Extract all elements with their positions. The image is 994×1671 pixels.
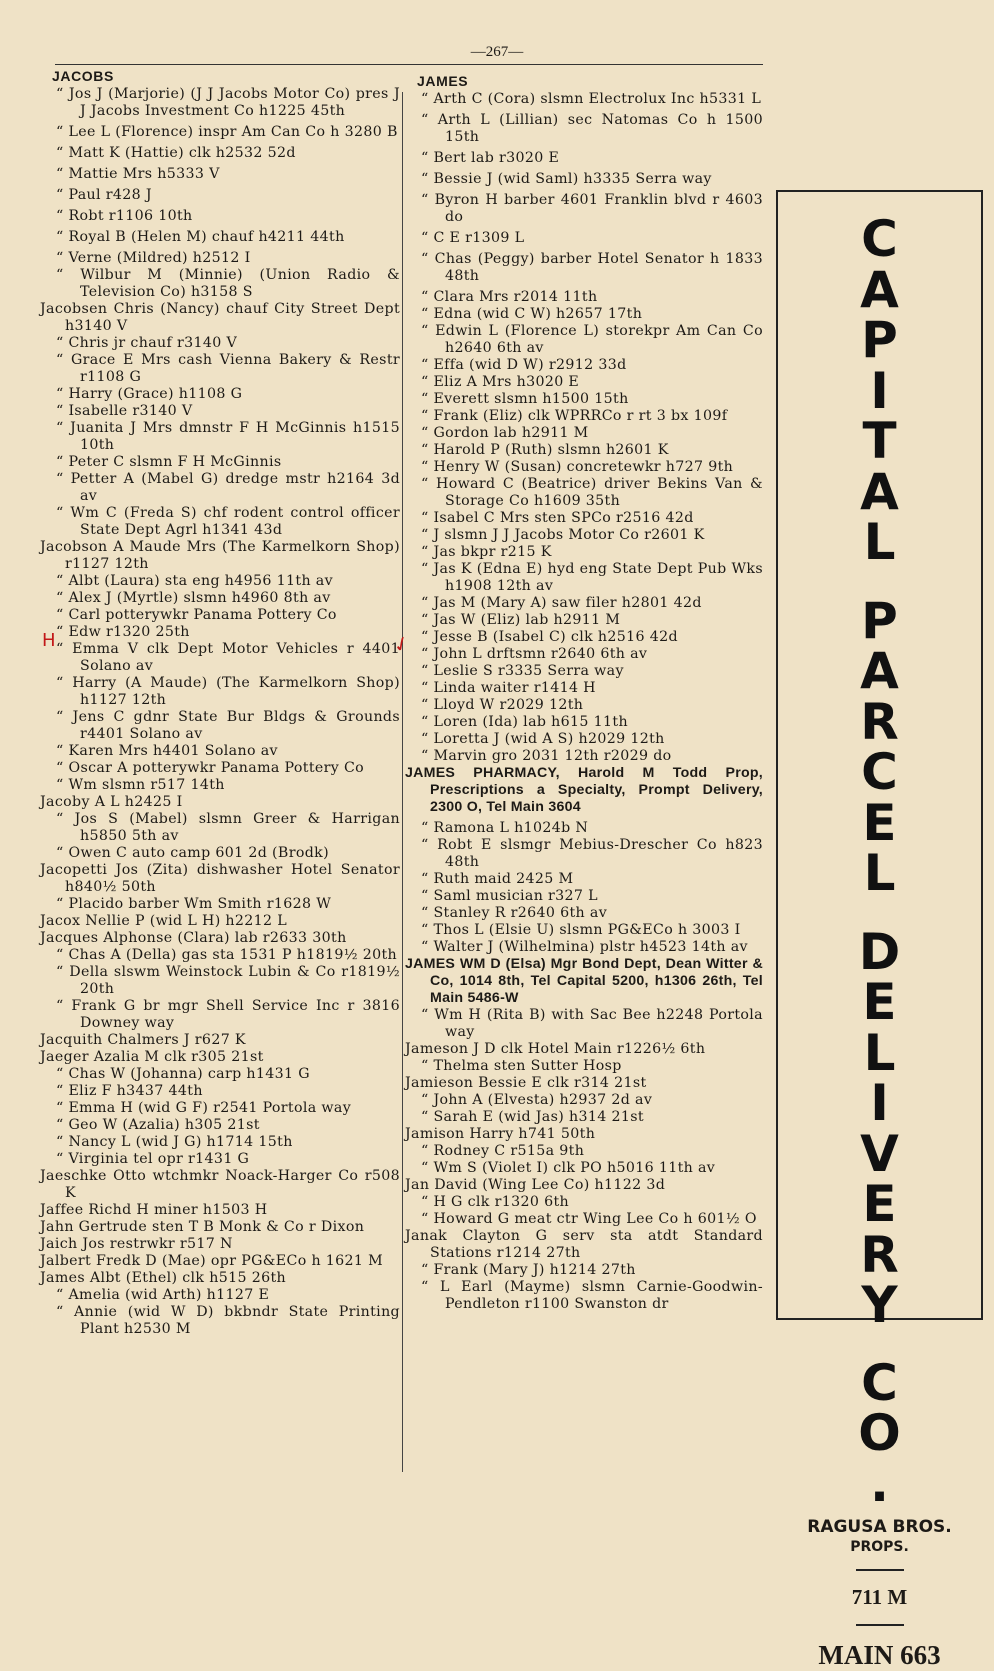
ad-letter: C [861,210,898,268]
ad-letter: P [861,311,898,369]
ad-word [778,922,981,1334]
directory-entry: “ Matt K (Hattie) clk h2532 52d [56,145,296,161]
directory-entry: “ Loretta J (wid A S) h2029 12th [421,731,665,747]
directory-entry: “ Emma V clk Dept Motor Vehicles r 4401 Solano av [56,641,400,674]
directory-entry: “ Annie (wid W D) bkbndr State Printing Plant h2530 M [56,1304,400,1337]
directory-entry: “ Gordon lab h2911 M [421,425,589,441]
directory-entry: “ Chas A (Della) gas sta 1531 P h1819½ 20th [56,947,398,963]
ad-letter: L [863,1023,896,1082]
directory-entry: “ Frank (Mary J) h1214 27th [421,1262,636,1278]
directory-entry: Jaich Jos restrwkr r517 N [40,1236,233,1252]
directory-entry: “ Chris jr chauf r3140 V [56,335,238,351]
ad-divider [856,1569,904,1571]
ad-letter: V [860,1124,899,1183]
ad-letter: L [863,844,896,902]
ad-word [778,210,981,571]
ad-letter: E [862,793,897,852]
ad-letter: C [861,1353,898,1412]
directory-entry: Jacopetti Jos (Zita) dishwasher Hotel Senator h840½ 50th [40,862,400,895]
handwritten-pen-mark: H [42,630,56,651]
directory-entry: Janak Clayton G serv sta atdt Standard Stations r1214 27th [405,1228,763,1261]
column-header: JACOBS [52,68,114,84]
ad-letter: P [861,591,898,650]
directory-entry: “ Peter C slsmn F H McGinnis [56,454,282,470]
directory-entry: “ Jas W (Eliz) lab h2911 M [421,612,621,628]
directory-entry: “ Frank (Eliz) clk WPRRCo r rt 3 bx 109f [421,408,728,424]
column-divider [402,92,403,1472]
directory-entry: Jacquith Chalmers J r627 K [40,1032,246,1048]
directory-entry: “ Harry (A Maude) (The Karmelkorn Shop) h1127 12th [56,675,400,708]
ad-letter: A [860,642,899,700]
directory-entry: “ Isabel C Mrs sten SPCo r2516 42d [421,510,694,526]
directory-entry: “ Amelia (wid Arth) h1127 E [56,1287,270,1303]
directory-entry: “ Owen C auto camp 601 2d (Brodk) [56,845,330,861]
directory-entry: “ Eliz A Mrs h3020 E [421,374,580,390]
directory-entry: “ Geo W (Azalia) h305 21st [56,1117,260,1133]
directory-entry: “ Arth C (Cora) slsmn Electrolux Inc h5331 L [421,91,762,107]
ad-phone-1: 711 M [851,1585,908,1609]
directory-entry: “ John L drftsmn r2640 6th av [421,646,648,662]
directory-entry: “ Chas W (Johanna) carp h1431 G [56,1066,310,1082]
right-column [405,73,763,1313]
directory-entry: Jaffee Richd H miner h1503 H [40,1202,268,1218]
directory-entry: “ Ruth maid 2425 M [421,871,574,887]
directory-entry: “ Edw r1320 25th [56,624,190,640]
ad-letter: E [862,1175,897,1233]
directory-entry: “ Walter J (Wilhelmina) plstr h4523 14th av [421,939,748,955]
directory-entry: “ Edna (wid C W) h2657 17th [421,306,643,322]
directory-entry: Jacques Alphonse (Clara) lab r2633 30th [40,930,347,946]
directory-entry: Jaeger Azalia M clk r305 21st [40,1049,264,1065]
directory-entry: “ L Earl (Mayme) slsmn Carnie-Goodwin-Pendleton r1100 Swanston dr [421,1279,763,1312]
directory-entry: “ Howard G meat ctr Wing Lee Co h 601½ O [421,1211,757,1227]
directory-entry: “ Jens C gdnr State Bur Bldgs & Grounds r4401 Solano av [56,709,400,742]
directory-entry: “ Placido barber Wm Smith r1628 W [56,896,332,912]
directory-entry: “ Byron H barber 4601 Franklin blvd r 4603 do [421,192,763,225]
directory-entry: “ Thelma sten Sutter Hosp [421,1058,622,1074]
directory-entry: “ Howard C (Beatrice) driver Bekins Van & Storage Co h1609 35th [421,476,763,509]
directory-entry: “ Rodney C r515a 9th [421,1143,585,1159]
directory-entry: “ Saml musician r327 L [421,888,598,904]
ad-phone-2: MAIN 663 [818,1640,941,1670]
directory-entry: “ Edwin L (Florence L) storekpr Am Can Co h2640 6th av [421,323,763,356]
left-column [40,68,400,1338]
directory-entry: “ Carl potterywkr Panama Pottery Co [56,607,337,623]
directory-entry: “ Loren (Ida) lab h615 11th [421,714,628,730]
directory-entry: “ Wm S (Violet I) clk PO h5016 11th av [421,1160,716,1176]
column-header: JAMES [417,73,469,89]
directory-entry: Jacobson A Maude Mrs (The Karmelkorn Shop) r1127 12th [40,539,400,572]
ad-letter: C [861,743,898,801]
ad-letter: I [870,361,889,420]
directory-entry: “ Clara Mrs r2014 11th [421,289,598,305]
directory-entry: “ Lloyd W r2029 12th [421,697,584,713]
directory-entry: “ Grace E Mrs cash Vienna Bakery & Restr r1108 G [56,352,400,385]
ad-word [778,591,981,902]
directory-entry: Jaeschke Otto wtchmkr Noack-Harger Co r508 K [40,1168,400,1201]
directory-entry: “ Wm H (Rita B) with Sac Bee h2248 Portola way [421,1007,763,1040]
directory-entry: “ Karen Mrs h4401 Solano av [56,743,278,759]
ad-letter: R [860,692,899,751]
directory-entry: “ Harry (Grace) h1108 G [56,386,243,402]
directory-entry: “ Albt (Laura) sta eng h4956 11th av [56,573,333,589]
ad-divider [856,1624,904,1626]
business-listing: JAMES WM D (Elsa) Mgr Bond Dept, Dean Witter & Co, 1014 8th, Tel Capital 5200, h1306 26th, Tel Main 5486-W [405,956,763,1006]
directory-entry: “ Lee L (Florence) inspr Am Can Co h 3280 B [56,124,398,140]
directory-entry: “ Arth L (Lillian) sec Natomas Co h 1500 15th [421,112,763,145]
ad-letter: . [870,1454,889,1513]
directory-entry: Jahn Gertrude sten T B Monk & Co r Dixon [40,1219,365,1235]
capital-parcel-delivery-ad [776,190,983,1670]
directory-entry: “ Thos L (Elsie U) slsmn PG&ECo h 3003 I [421,922,741,938]
directory-entry: “ Wilbur M (Minnie) (Union Radio & Television Co) h3158 S [56,267,400,300]
directory-entry: Jacoby A L h2425 I [40,794,183,810]
directory-entry: “ Henry W (Susan) concretewkr h727 9th [421,459,734,475]
directory-entry: Jameson J D clk Hotel Main r1226½ 6th [405,1041,706,1057]
directory-entry: Jamison Harry h741 50th [405,1126,596,1142]
directory-entry: Jamieson Bessie E clk r314 21st [405,1075,647,1091]
directory-entry: Jalbert Fredk D (Mae) opr PG&ECo h 1621 M [40,1253,384,1269]
directory-entry: “ Ramona L h1024b N [421,820,589,836]
ad-letter: T [862,412,897,470]
directory-entry: “ H G clk r1320 6th [421,1194,569,1210]
directory-entry: “ Jas bkpr r215 K [421,544,552,560]
page-number: —267— [470,44,524,60]
directory-entry: “ Jos S (Mabel) slsmn Greer & Harrigan h5850 5th av [56,811,400,844]
directory-entry: “ Jos J (Marjorie) (J J Jacobs Motor Co) pres J J Jacobs Investment Co h1225 45th [56,86,400,119]
directory-entry: “ Bessie J (wid Saml) h3335 Serra way [421,171,712,187]
ad-letter: I [870,1074,889,1132]
directory-entry: “ Stanley R r2640 6th av [421,905,608,921]
directory-entry: “ Eliz F h3437 44th [56,1083,203,1099]
ad-props-label: PROPS. [850,1539,909,1555]
directory-entry: “ Wm slsmn r517 14th [56,777,225,793]
directory-entry: “ Jas M (Mary A) saw filer h2801 42d [421,595,702,611]
ad-props-name: RAGUSA BROS. [807,1517,952,1537]
business-listing: JAMES PHARMACY, Harold M Todd Prop, Prescriptions a Specialty, Prompt Delivery, 2300 O, Tel Main 3604 [405,765,763,815]
directory-entry: Jacobsen Chris (Nancy) chauf City Street Dept h3140 V [40,301,400,334]
directory-entry: “ Isabelle r3140 V [56,403,193,419]
ad-letter: L [863,513,896,571]
handwritten-tick-mark: ✓ [388,629,415,659]
directory-entry: “ Jesse B (Isabel C) clk h2516 42d [421,629,678,645]
directory-entry: “ Bert lab r3020 E [421,150,560,166]
directory-entry: “ J slsmn J J Jacobs Motor Co r2601 K [421,527,705,543]
directory-entry: “ Oscar A potterywkr Panama Pottery Co [56,760,365,776]
ad-letter: Y [861,1276,898,1334]
directory-entry: “ Juanita J Mrs dmnstr F H McGinnis h1515 10th [56,420,400,453]
directory-entry: “ Marvin gro 2031 12th r2029 do [421,748,672,764]
directory-entry: “ Verne (Mildred) h2512 I [56,250,251,266]
directory-entry: “ Chas (Peggy) barber Hotel Senator h 1833 48th [421,251,763,284]
directory-entry: Jacox Nellie P (wid L H) h2212 L [40,913,288,929]
directory-entry: “ Frank G br mgr Shell Service Inc r 3816 Downey way [56,998,400,1031]
ad-letter: E [862,973,897,1031]
directory-entry: “ Harold P (Ruth) slsmn h2601 K [421,442,669,458]
directory-entry: “ Virginia tel opr r1431 G [56,1151,250,1167]
directory-entry: James Albt (Ethel) clk h515 26th [40,1270,286,1286]
directory-entry: “ Emma H (wid G F) r2541 Portola way [56,1100,352,1116]
directory-entry: “ Everett slsmn h1500 15th [421,391,629,407]
ad-letter: R [860,1225,899,1284]
directory-entry: “ Robt r1106 10th [56,208,193,224]
directory-entry: “ Effa (wid D W) r2912 33d [421,357,627,373]
directory-entry: “ Sarah E (wid Jas) h314 21st [421,1109,644,1125]
top-rule [55,64,763,65]
directory-entry: “ Robt E slsmgr Mebius-Drescher Co h823 48th [421,837,763,870]
ad-letter: D [858,922,901,981]
ad-vertical-title [778,210,981,1513]
directory-entry: “ John A (Elvesta) h2937 2d av [421,1092,653,1108]
directory-entry: “ Della slswm Weinstock Lubin & Co r1819½ 20th [56,964,400,997]
ad-word [778,1353,981,1513]
directory-entry: “ Mattie Mrs h5333 V [56,166,220,182]
directory-entry: “ C E r1309 L [421,230,525,246]
directory-entry: “ Paul r428 J [56,187,152,203]
directory-entry: “ Linda waiter r1414 H [421,680,596,696]
directory-entry: Jan David (Wing Lee Co) h1122 3d [405,1177,666,1193]
ad-letter: O [858,1404,901,1462]
directory-entry: “ Petter A (Mabel G) dredge mstr h2164 3d av [56,471,400,504]
directory-entry: “ Nancy L (wid J G) h1714 15th [56,1134,293,1150]
ad-letter: A [860,462,899,521]
directory-entry: “ Alex J (Myrtle) slsmn h4960 8th av [56,590,331,606]
directory-entry: “ Royal B (Helen M) chauf h4211 44th [56,229,345,245]
ad-letter: A [860,260,899,319]
directory-entry: “ Leslie S r3335 Serra way [421,663,624,679]
directory-entry: “ Wm C (Freda S) chf rodent control officer State Dept Agrl h1341 43d [56,505,400,538]
directory-entry: “ Jas K (Edna E) hyd eng State Dept Pub Wks h1908 12th av [421,561,763,594]
